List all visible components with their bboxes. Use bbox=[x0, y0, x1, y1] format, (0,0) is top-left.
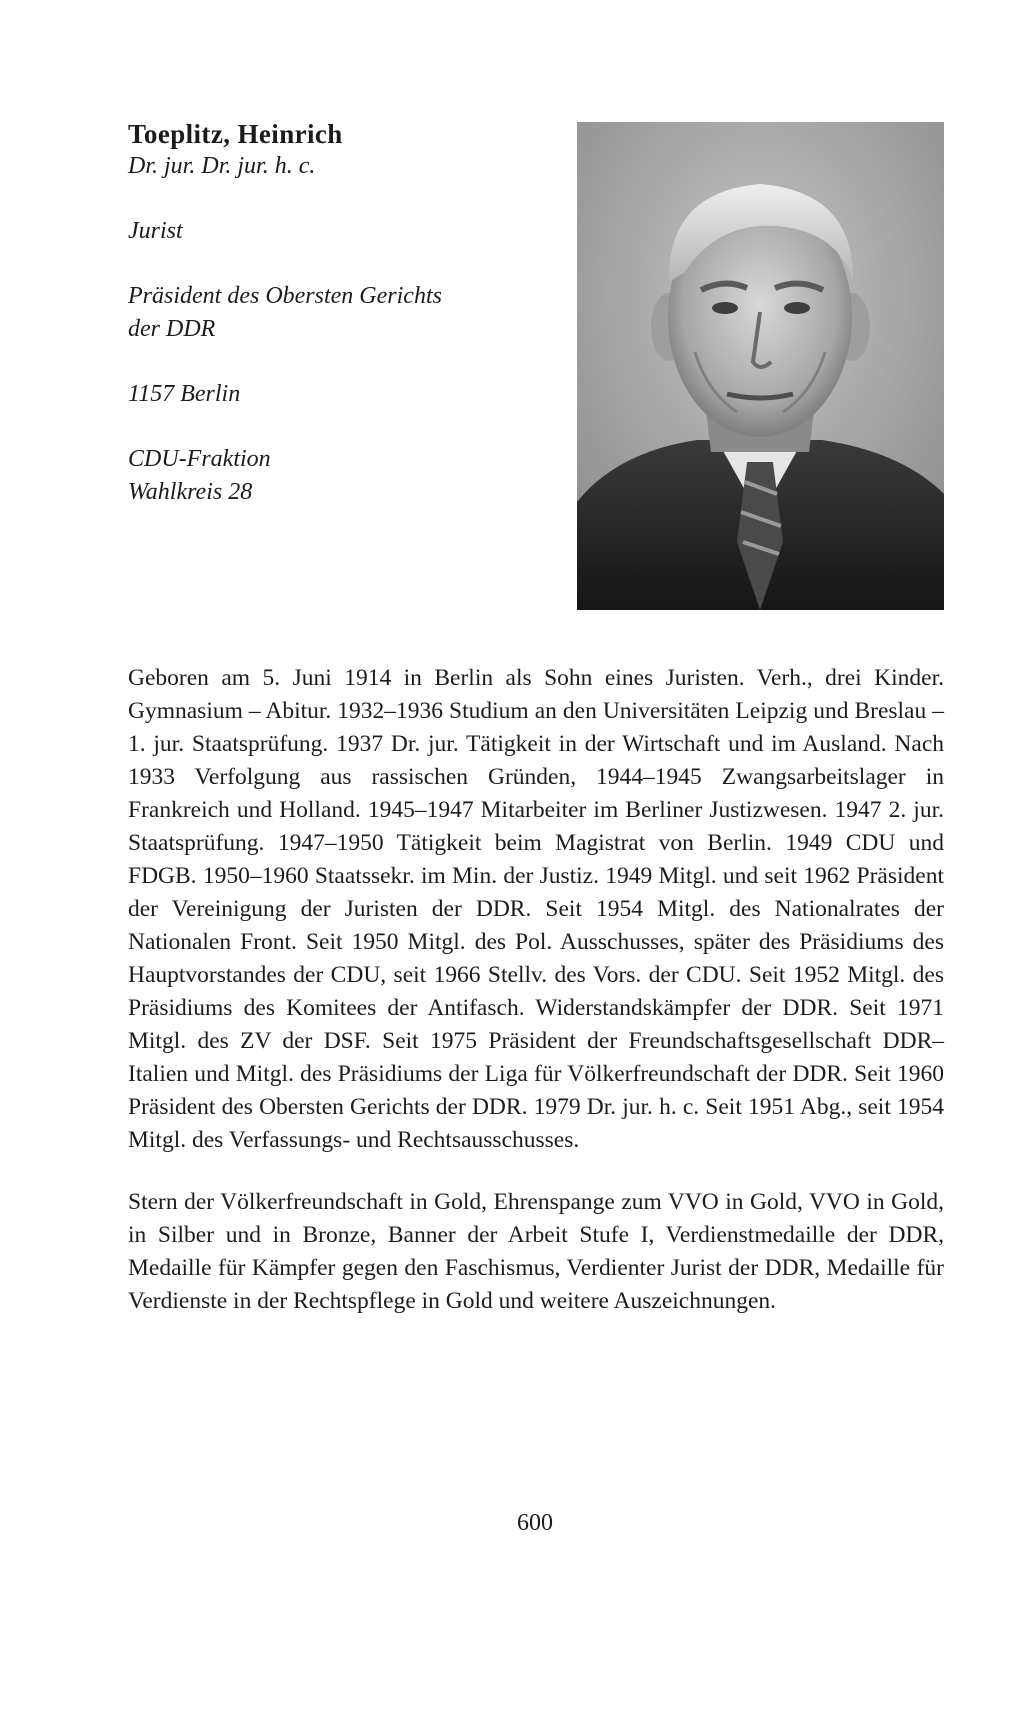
biography-text: Geboren am 5. Juni 1914 in Berlin als Sohn eines Juristen. Verh., drei Kinder. Gymnasium – Abitur. 1932–1936 Studium an den Universitäten Leipzig und Breslau – 1. jur. Staatsprüfung. 1937 Dr. jur. Tätigkeit in der Wirtschaft und im Ausland. Nach 1933 Verfolgung aus rassischen Gründen, 1944–1945 Zwangsarbeitslager in Frankreich und Holland. 1945–1947 Mitarbeiter im Berliner Justizwesen. 1947 2. jur. Staatsprüfung. 1947–1950 Tätigkeit beim Magistrat von Berlin. 1949 CDU und FDGB. 1950–1960 Staatssekr. im Min. der Justiz. 1949 Mitgl. und seit 1962 Präsident der Vereinigung der Juristen der DDR. Seit 1954 Mitgl. des Nationalrates der Nationalen Front. Seit 1950 Mitgl. des Pol. Ausschusses, später des Präsidiums des Hauptvorstandes der CDU, seit 1966 Stellv. des Vors. der CDU. Seit 1952 Mitgl. des Präsidiums des Komitees der Antifasch. Widerstandskämpfer der DDR. Seit 1971 Mitgl. des ZV der DSF. Seit 1975 Präsident der Freundschaftsgesellschaft DDR–Italien und Mitgl. des Präsidiums der Liga für Völkerfreundschaft der DDR. Seit 1960 Präsident des Obersten Gerichts der DDR. 1979 Dr. jur. h. c. Seit 1951 Abg., seit 1954 Mitgl. des Verfassungs- und Rechtsausschusses. bbox=[128, 665, 944, 1153]
page-number: 600 bbox=[517, 1510, 553, 1536]
faction: CDU-Fraktion bbox=[128, 446, 271, 472]
position-line-1: Präsident des Obersten Gerichts bbox=[128, 283, 442, 309]
location: 1157 Berlin bbox=[128, 381, 241, 407]
entry-header bbox=[128, 118, 568, 509]
awards-text: Stern der Völkerfreundschaft in Gold, Ehrenspange zum VVO in Gold, VVO in Gold, in Silber und in Bronze, Banner der Arbeit Stufe I, Verdienstmedaille der DDR, Medaille für Kämpfer gegen den Faschismus, Verdienter Jurist der DDR, Medaille für Verdienste in der Rechtspflege in Gold und weitere Auszeichnungen. bbox=[128, 1189, 944, 1314]
profession: Jurist bbox=[128, 218, 183, 244]
portrait-photo-icon bbox=[577, 122, 944, 610]
constituency: Wahlkreis 28 bbox=[128, 479, 253, 505]
position-line-2: der DDR bbox=[128, 316, 216, 342]
academic-title: Dr. jur. Dr. jur. h. c. bbox=[128, 153, 316, 179]
person-name: Toeplitz, Heinrich bbox=[128, 119, 343, 149]
